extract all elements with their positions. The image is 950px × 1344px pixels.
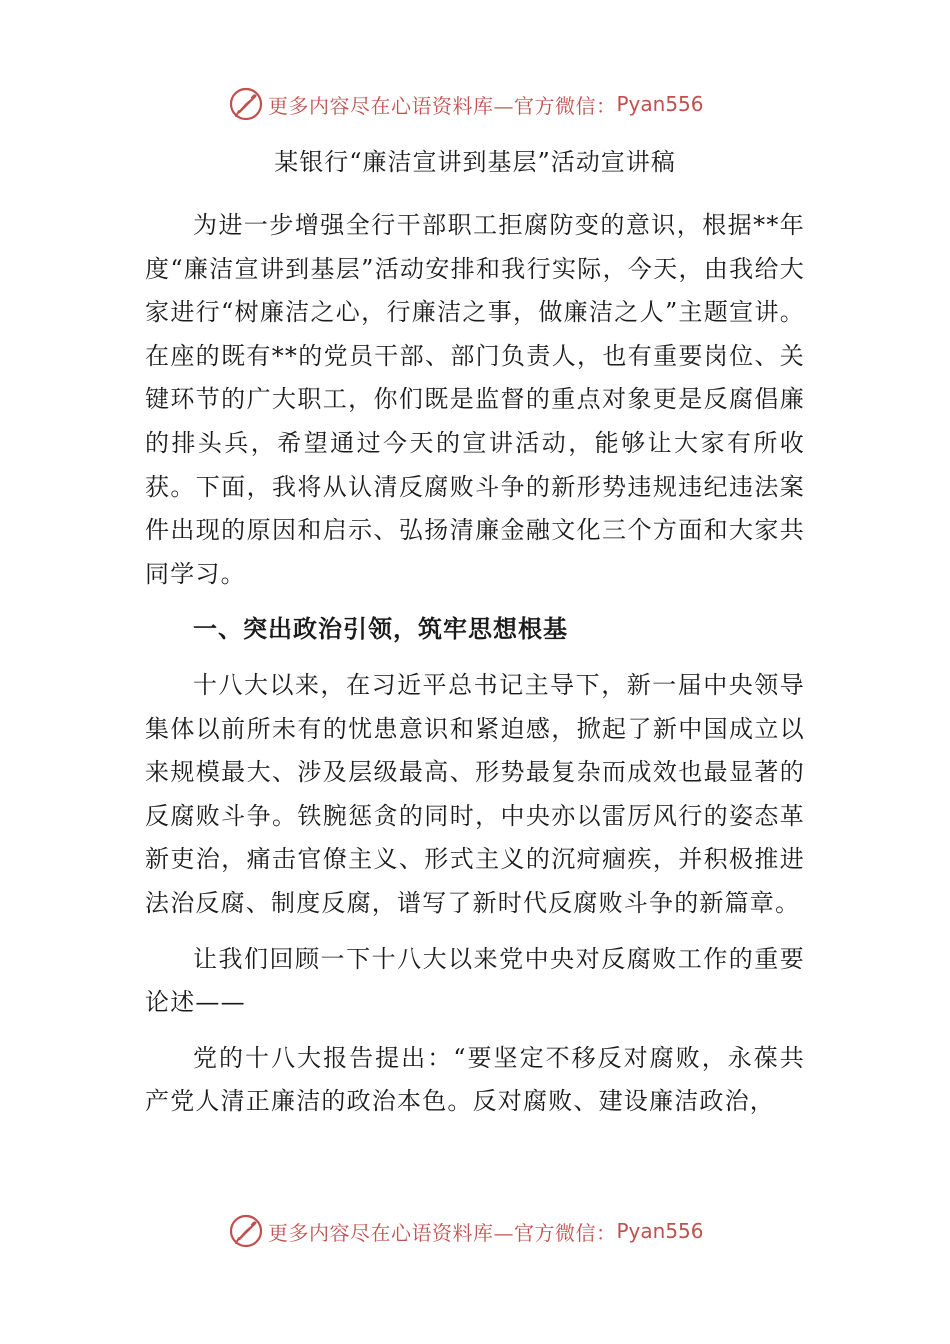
watermark-text: 更多内容尽在心语资料库—官方微信： — [268, 93, 617, 118]
watermark-text: 更多内容尽在心语资料库—官方微信： — [268, 1220, 617, 1245]
paragraph-report-quote: 党的十八大报告提出：“要坚定不移反对腐败，永葆共产党人清正廉洁的政治本色。反对腐败、建设廉洁政治， — [145, 1043, 805, 1116]
document-title: 某银行“廉洁宣讲到基层”活动宣讲稿 — [274, 148, 676, 176]
watermark-wechat-id: Pyan556 — [616, 92, 704, 116]
watermark-banner-top — [228, 84, 748, 124]
watermark-wechat-id: Pyan556 — [616, 1219, 704, 1243]
quill-logo-icon — [228, 1213, 264, 1249]
paragraph-intro: 为进一步增强全行干部职工拒腐防变的意识，根据**年度“廉洁宣讲到基层”活动安排和我行实际，今天，由我给大家进行“树廉洁之心，行廉洁之事，做廉洁之人”主题宣讲。在座的既有**的党员干部、部门负责人，也有重要岗位、关键环节的广大职工，你们既是监督的重点对象更是反腐倡廉的排头兵，希望通过今天的宣讲活动，能够让大家有所收获。下面，我将从认清反腐败斗争的新形势违规违纪违法案件出现的原因和启示、弘扬清廉金融文化三个方面和大家共同学习。 — [145, 211, 805, 588]
paragraph-review: 让我们回顾一下十八大以来党中央对反腐败工作的重要论述—— — [145, 944, 805, 1017]
paragraph-section-1: 十八大以来，在习近平总书记主导下，新一届中央领导集体以前所未有的忧患意识和紧迫感，掀起了新中国成立以来规模最大、涉及层级最高、形势最复杂而成效也最显著的反腐败斗争。铁腕惩贪的同时，中央亦以雷厉风行的姿态革新吏治，痛击官僚主义、形式主义的沉疴痼疾，并积极推进法治反腐、制度反腐，谱写了新时代反腐败斗争的新篇章。 — [145, 670, 805, 917]
section-heading-1: 一、突出政治引领，筑牢思想根基 — [193, 615, 568, 644]
quill-logo-icon — [228, 86, 264, 122]
watermark-banner-bottom — [228, 1211, 748, 1251]
document-body — [145, 204, 805, 1124]
